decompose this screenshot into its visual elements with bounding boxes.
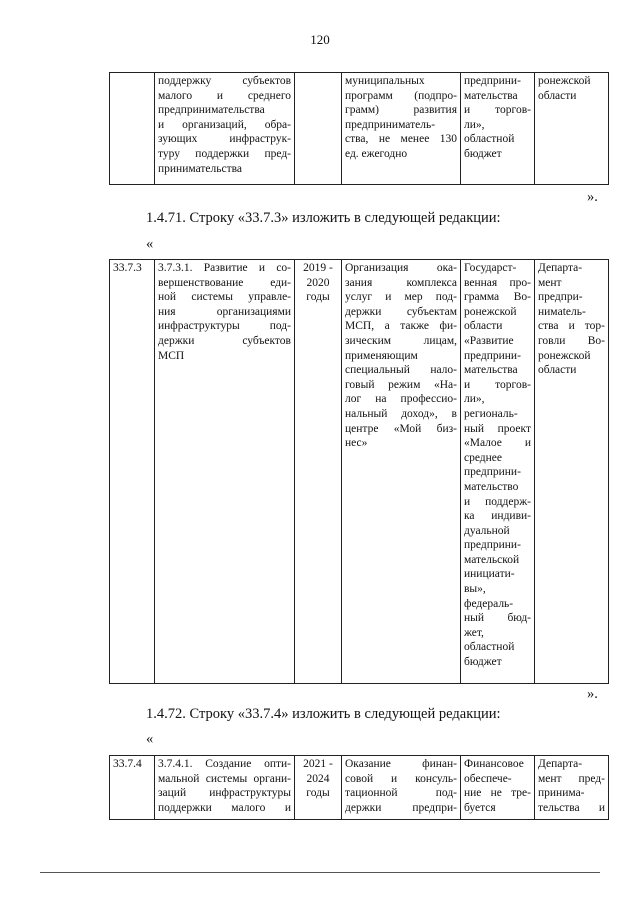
- cell-text-line: ронежской: [538, 75, 591, 87]
- cell-text-line: 2020: [306, 276, 330, 289]
- cell-text-line: вершенствование еди-: [158, 276, 291, 289]
- cell-text-line: совой и консуль-: [345, 772, 457, 785]
- cell-text-line: областной: [464, 641, 515, 654]
- cell-text-line: 2019 -: [303, 262, 333, 274]
- table-cell-code: 33.7.3: [110, 260, 155, 684]
- cell-text-line: зания комплекса: [345, 276, 457, 289]
- cell-text-line: годы: [306, 787, 330, 800]
- cell-text-line: Департа-: [538, 262, 583, 274]
- cell-text-line: зическим лицам,: [345, 334, 457, 347]
- amendment-paragraph: 1.4.72. Строку «33.7.4» изложить в следующей редакции:: [146, 706, 501, 722]
- cell-text-line: ронежской: [464, 305, 517, 318]
- cell-text-line: тационной под-: [345, 787, 457, 800]
- table-cell-source: [461, 260, 535, 684]
- cell-text-line: Финансовое: [464, 758, 524, 770]
- table-cell-code: 33.7.4: [110, 756, 155, 820]
- cell-text-line: и торгов-: [464, 104, 531, 117]
- cell-text-line: принимательства: [158, 162, 242, 175]
- cell-text-line: нес»: [345, 437, 368, 450]
- cell-text-line: среднее: [464, 451, 503, 464]
- cell-text-line: малого и среднего: [158, 89, 291, 102]
- table-cell-source: [461, 73, 535, 185]
- cell-text-line: программ (подпро-: [345, 89, 457, 102]
- cell-text-line: услуг и мер под-: [345, 291, 457, 304]
- cell-text-line: федераль-: [464, 597, 514, 610]
- amendment-paragraph: 1.4.71. Строку «33.7.3» изложить в следующей редакции:: [146, 210, 501, 226]
- cell-text-line: нальный доход», в: [345, 407, 457, 420]
- cell-text-line: предприни-: [464, 539, 521, 552]
- cell-text-line: поддержки малого и: [158, 801, 291, 814]
- cell-text-line: лог на профессио-: [345, 393, 457, 406]
- cell-text-line: заций инфраструктуры: [158, 787, 291, 800]
- table-row: [110, 260, 609, 684]
- opening-quote: «: [146, 731, 154, 747]
- cell-text-line: бюджет: [464, 147, 502, 160]
- cell-text-line: предприниматель-: [345, 118, 436, 131]
- table-cell-period: [295, 73, 342, 185]
- table-cell-code: [110, 73, 155, 185]
- table-cell-measure: [155, 73, 295, 185]
- cell-text-line: говый режим «На-: [345, 378, 457, 391]
- cell-text-line: области: [538, 364, 577, 377]
- closing-quote: ».: [587, 189, 598, 205]
- cell-text-line: предприни-: [464, 75, 521, 87]
- cell-text-line: 2024: [306, 772, 330, 785]
- cell-text-line: ние не тре-: [464, 787, 531, 800]
- cell-text-line: мальной системы органи-: [158, 772, 291, 785]
- cell-text-line: тельства и: [538, 801, 605, 814]
- cell-text-line: Организация ока-: [345, 262, 457, 274]
- cell-text-line: держки субъектам: [345, 305, 457, 318]
- cell-text-line: областной: [464, 133, 515, 146]
- cell-text-line: мательства: [464, 364, 518, 377]
- table-row-33-7-4: [109, 755, 609, 820]
- cell-text-line: годы: [306, 291, 330, 304]
- cell-text-line: МСП: [158, 349, 185, 362]
- table-cell-source: [461, 756, 535, 820]
- closing-quote: ».: [587, 686, 598, 702]
- cell-text-line: МСП, а также фи-: [345, 320, 457, 333]
- table-cell-executor: [535, 260, 609, 684]
- cell-text-line: 3.7.3.1. Развитие и со-: [158, 262, 291, 274]
- cell-text-line: мательства: [464, 89, 518, 102]
- cell-text-line: ронежской: [538, 349, 591, 362]
- cell-text-line: туру поддержки пред-: [158, 147, 291, 160]
- table-cell-result: [342, 756, 461, 820]
- cell-text-line: предпринимательства: [158, 104, 265, 117]
- cell-text-line: ный бюд-: [464, 612, 531, 625]
- cell-text-line: центре «Мой биз-: [345, 422, 457, 435]
- table-row: [110, 73, 609, 185]
- cell-text-line: ли»,: [464, 118, 485, 131]
- cell-text-line: ства и тор-: [538, 320, 605, 333]
- cell-text-line: ли»,: [464, 393, 485, 406]
- cell-text-line: и поддерж-: [464, 495, 531, 508]
- cell-text-line: региональ-: [464, 407, 518, 420]
- table-cell-measure: [155, 260, 295, 684]
- cell-text-line: ства, не менее 130: [345, 133, 457, 146]
- cell-text-line: вы»,: [464, 583, 486, 596]
- cell-text-line: и торгов-: [464, 378, 531, 391]
- cell-text-line: области: [538, 89, 577, 102]
- cell-text-line: грамм) развития: [345, 104, 457, 117]
- cell-text-line: муниципальных: [345, 75, 425, 87]
- cell-text-line: держки предпри-: [345, 801, 457, 814]
- cell-text-line: жет,: [464, 626, 484, 639]
- cell-text-line: ед. ежегодно: [345, 147, 408, 160]
- cell-text-line: «Развитие: [464, 334, 514, 347]
- cell-text-line: Государст-: [464, 262, 517, 274]
- table-continuation: [109, 72, 609, 185]
- cell-text-line: мент: [538, 276, 562, 289]
- cell-text-line: обеспече-: [464, 772, 512, 785]
- opening-quote: «: [146, 236, 154, 252]
- cell-text-line: мент пред-: [538, 772, 605, 785]
- cell-text-line: дуальной: [464, 524, 510, 537]
- cell-text-line: и организаций, обра-: [158, 118, 291, 131]
- cell-text-line: ния организациями: [158, 305, 291, 318]
- cell-text-line: поддержку субъектов: [158, 75, 291, 87]
- cell-text-line: Оказание финан-: [345, 758, 457, 770]
- cell-text-line: зующих инфраструк-: [158, 133, 291, 146]
- cell-text-line: принима-: [538, 787, 585, 800]
- table-row-33-7-3: [109, 259, 609, 684]
- cell-text-line: буется: [464, 801, 496, 814]
- cell-text-line: держки субъектов: [158, 334, 291, 347]
- table-row: [110, 756, 609, 820]
- cell-text-line: 3.7.4.1. Создание опти-: [158, 758, 291, 770]
- cell-text-line: области: [464, 320, 503, 333]
- cell-text-line: предприни-: [464, 349, 521, 362]
- cell-text-line: «Малое и: [464, 437, 531, 450]
- table-cell-result: [342, 260, 461, 684]
- table-cell-period: [295, 756, 342, 820]
- table-cell-executor: [535, 73, 609, 185]
- page-number: 120: [310, 32, 330, 47]
- cell-text-line: применяющим: [345, 349, 418, 362]
- table-cell-executor: [535, 756, 609, 820]
- cell-text-line: инфраструктуры под-: [158, 320, 291, 333]
- cell-text-line: грамма Во-: [464, 291, 531, 304]
- cell-text-line: бюджет: [464, 656, 502, 669]
- cell-text-line: предприни-: [464, 466, 521, 479]
- cell-text-line: говли Во-: [538, 334, 605, 347]
- cell-text-line: ка индиви-: [464, 510, 531, 523]
- cell-text-line: ной системы управле-: [158, 291, 291, 304]
- cell-text-line: инициати-: [464, 568, 515, 581]
- cell-text-line: нимatель-: [538, 305, 586, 318]
- cell-text-line: Департа-: [538, 758, 583, 770]
- cell-text-line: предпри-: [538, 291, 583, 304]
- table-cell-period: [295, 260, 342, 684]
- cell-text-line: мательство: [464, 480, 519, 493]
- cell-text-line: венная про-: [464, 276, 531, 289]
- cell-text-line: специальный нало-: [345, 364, 457, 377]
- cell-text-line: ный проект: [464, 422, 531, 435]
- table-cell-measure: [155, 756, 295, 820]
- footer-divider: [40, 872, 600, 873]
- table-cell-result: [342, 73, 461, 185]
- cell-text-line: 2021 -: [303, 758, 333, 770]
- cell-text-line: мательской: [464, 553, 520, 566]
